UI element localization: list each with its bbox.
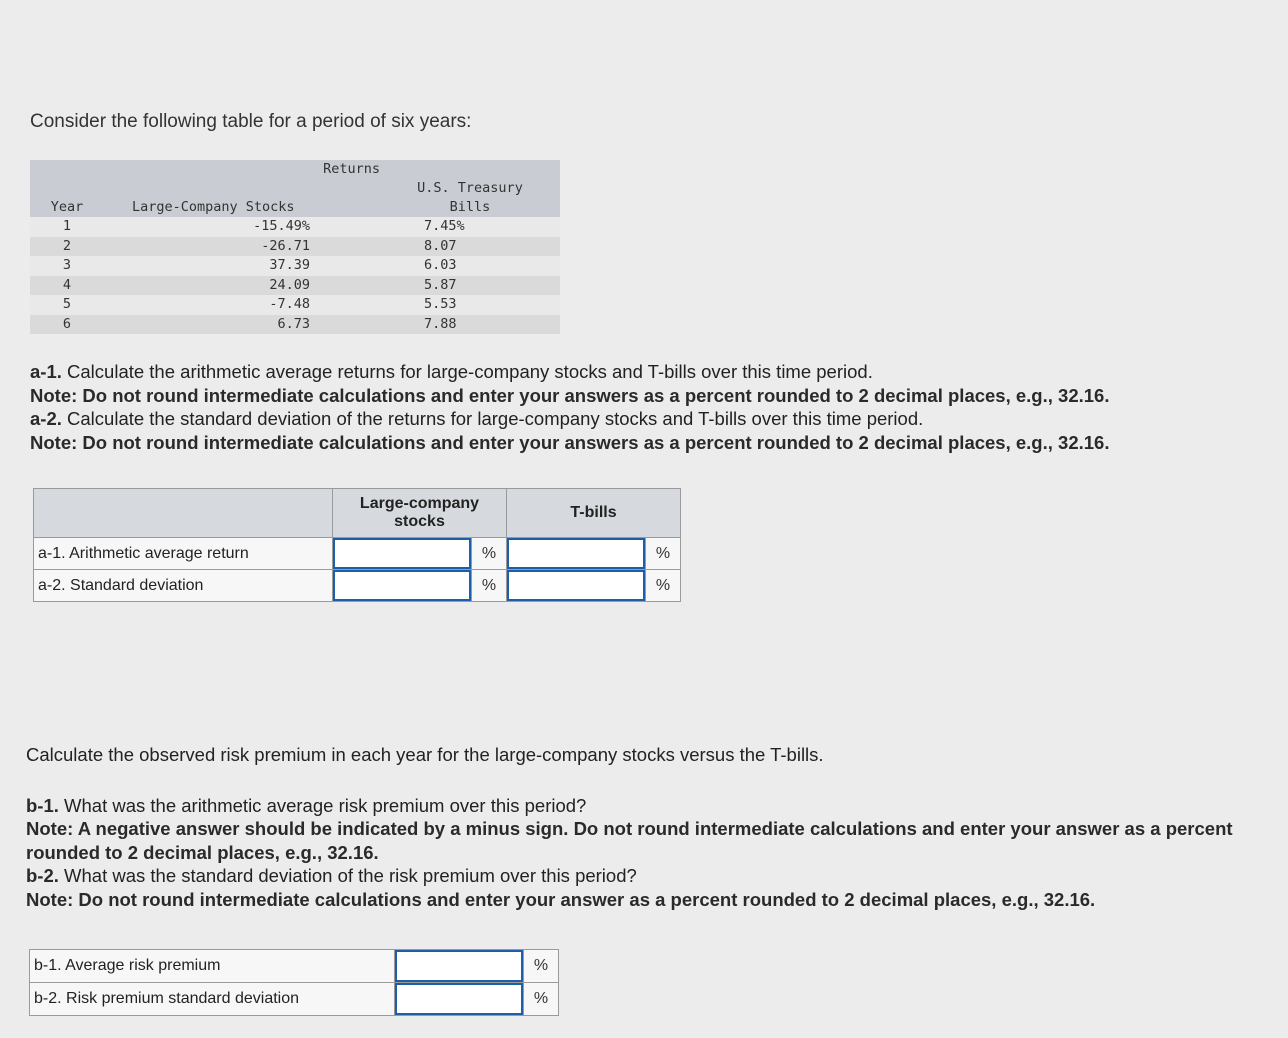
b2-row-label: b-2. Risk premium standard deviation [30, 983, 395, 1016]
b2-note: Note: Do not round intermediate calculations and enter your answer as a percent rounded to 2 decimal places, e.g., 32.16. [26, 888, 1096, 910]
large-company-column-header: Large-company stocks [333, 489, 507, 538]
b1-label: b-1. [26, 794, 59, 816]
b1-average-risk-premium-input[interactable] [395, 950, 523, 982]
table-row [30, 950, 559, 983]
a1-label: a-1. [30, 361, 62, 382]
percent-unit: % [524, 950, 559, 983]
table-row: 5 -7.48 5.53 [30, 295, 560, 315]
a2-label: a-2. [30, 408, 62, 429]
year-header: Year [30, 198, 104, 217]
a1-row-label: a-1. Arithmetic average return [34, 538, 333, 570]
table-row: 1 -15.49% 7.45% [30, 217, 560, 237]
table-row [34, 538, 681, 570]
b1-question: What was the arithmetic average risk premium over this period? [58, 794, 587, 816]
b1-row-label: b-1. Average risk premium [30, 950, 395, 983]
table-row: 3 37.39 6.03 [30, 256, 560, 276]
tbills-column-header: T-bills [507, 489, 681, 538]
percent-unit: % [524, 983, 559, 1016]
a2-large-company-input[interactable] [333, 570, 471, 601]
part-b-lead: Calculate the observed risk premium in each year for the large-company stocks versus the T-bills. [26, 744, 824, 765]
table-row: 4 24.09 5.87 [30, 276, 560, 296]
part-b-instructions [26, 743, 1276, 911]
tbills-header-line2: Bills [380, 198, 560, 217]
a1-tbills-input[interactable] [507, 538, 645, 569]
a2-tbills-input[interactable] [507, 570, 645, 601]
percent-unit: % [472, 570, 507, 602]
table-row: 2 -26.71 8.07 [30, 237, 560, 257]
table-row [34, 570, 681, 602]
b2-question: What was the standard deviation of the risk premium over this period? [58, 865, 637, 886]
returns-group-header: Returns [104, 160, 380, 179]
answer-table-b [29, 949, 559, 1016]
percent-unit: % [472, 538, 507, 570]
percent-unit: % [646, 538, 681, 570]
a1-large-company-input[interactable] [333, 538, 471, 569]
part-a-instructions [30, 360, 1270, 454]
a1-question: Calculate the arithmetic average returns for large-company stocks and T-bills over this time period. [61, 361, 873, 382]
b1-note: Note: A negative answer should be indicated by a minus sign. Do not round intermediate calculations and enter your answer as a percent rounded to 2 decimal places, e.g., 32.16. [26, 818, 1233, 863]
a1-note: Note: Do not round intermediate calculations and enter your answers as a percent rounded to 2 decimal places, e.g., 32.16. [30, 384, 1110, 406]
b2-risk-premium-sd-input[interactable] [395, 983, 523, 1015]
returns-table [30, 160, 560, 334]
large-company-header: Large-Company Stocks [104, 198, 380, 217]
a2-note: Note: Do not round intermediate calculations and enter your answers as a percent rounded to 2 decimal places, e.g., 32.16. [30, 431, 1110, 453]
tbills-header-line1: U.S. Treasury [380, 179, 560, 198]
intro-text: Consider the following table for a period of six years: [30, 111, 472, 132]
answer-table-a [33, 488, 681, 602]
percent-unit: % [646, 570, 681, 602]
table-row [30, 983, 559, 1016]
table-row: 6 6.73 7.88 [30, 315, 560, 335]
a2-question: Calculate the standard deviation of the returns for large-company stocks and T-bills over this time period. [61, 408, 924, 429]
b2-label: b-2. [26, 865, 59, 886]
a2-row-label: a-2. Standard deviation [34, 570, 333, 602]
